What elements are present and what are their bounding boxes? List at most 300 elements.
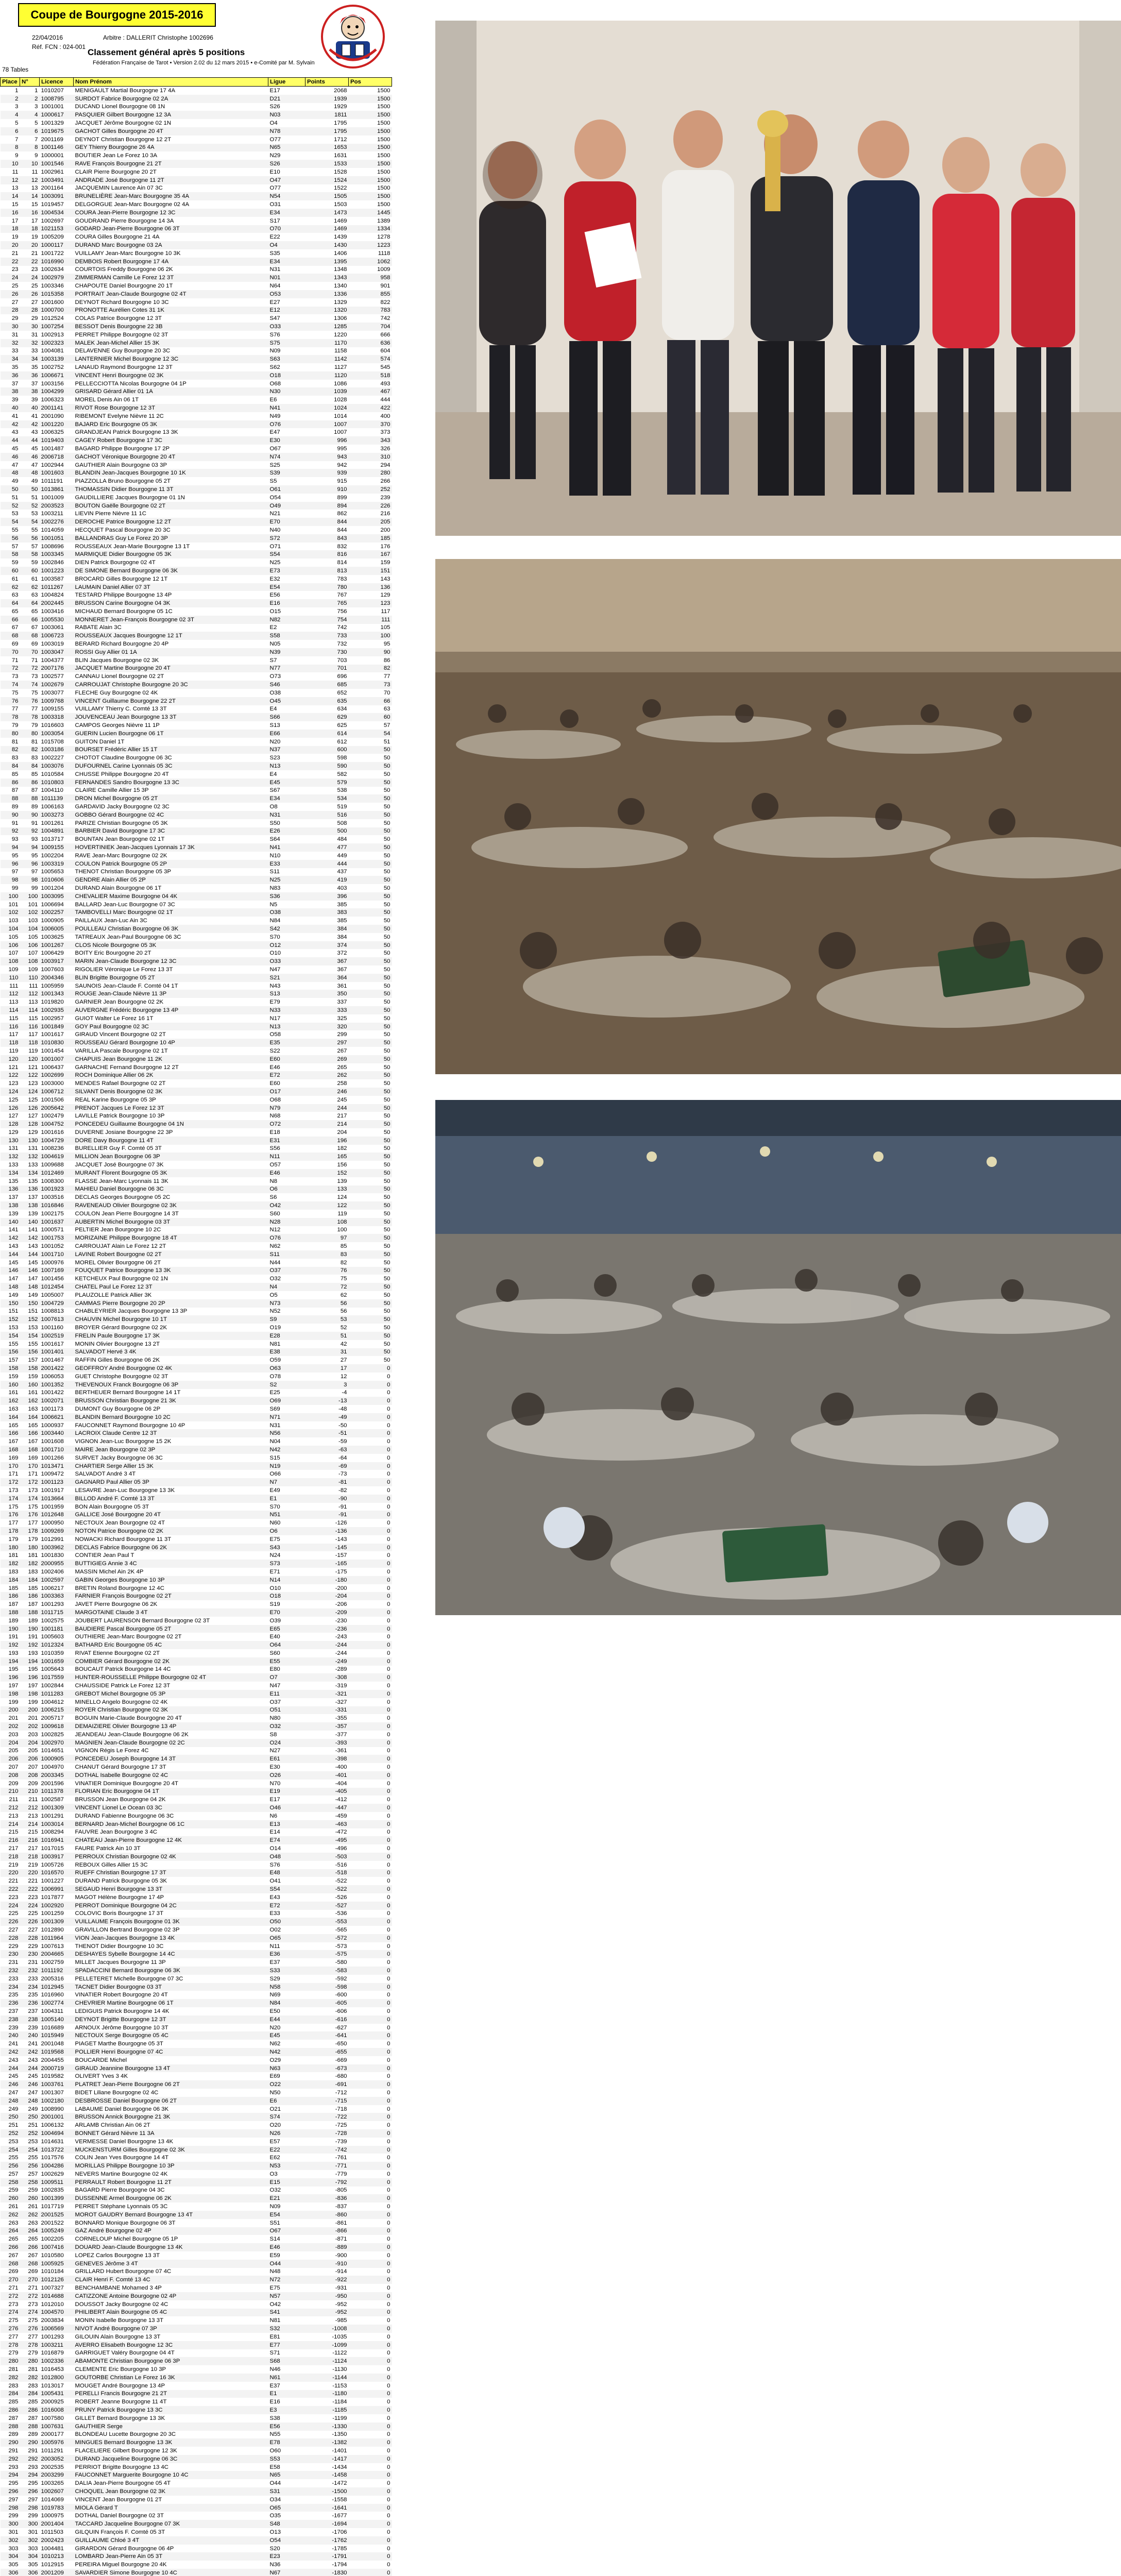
table-row xyxy=(1,2357,392,2365)
cell-pos: 0 xyxy=(349,1682,392,1690)
cell-league: O44 xyxy=(268,2260,305,2268)
cell-number: 252 xyxy=(20,2129,40,2138)
cell-number: 25 xyxy=(20,282,40,290)
cell-licence: 1000975 xyxy=(40,2512,74,2520)
cell-league: O31 xyxy=(268,200,305,209)
cell-pos: 167 xyxy=(349,550,392,558)
cell-name: BRUSSON Christian Bourgogne 21 3K xyxy=(74,1397,268,1405)
cell-place: 190 xyxy=(1,1625,20,1633)
cell-name: CLEMENTE Eric Bourgogne 10 3P xyxy=(74,2365,268,2374)
cell-league: E16 xyxy=(268,2398,305,2406)
cell-number: 187 xyxy=(20,1600,40,1608)
table-row xyxy=(1,1625,392,1633)
cell-league: O67 xyxy=(268,2227,305,2235)
cell-points: 62 xyxy=(305,1291,349,1299)
cell-name: LANTERNIER Michel Bourgogne 12 3C xyxy=(74,355,268,363)
cell-name: MONIN Isabelle Bourgogne 13 3T xyxy=(74,2316,268,2325)
cell-name: TACNET Didier Bourgogne 03 3T xyxy=(74,1983,268,1991)
cell-place: 297 xyxy=(1,2496,20,2504)
cell-name: CARROUJAT Alain Le Forez 12 2T xyxy=(74,1242,268,1250)
table-row xyxy=(1,705,392,714)
cell-pos: 0 xyxy=(349,1462,392,1470)
cell-pos: 855 xyxy=(349,290,392,298)
cell-number: 224 xyxy=(20,1902,40,1910)
cell-licence: 1001329 xyxy=(40,119,74,127)
cell-number: 111 xyxy=(20,982,40,990)
table-row xyxy=(1,2520,392,2528)
cell-league: N72 xyxy=(268,2276,305,2284)
cell-league: E58 xyxy=(268,2463,305,2471)
cell-place: 56 xyxy=(1,534,20,543)
cell-number: 138 xyxy=(20,1201,40,1210)
cell-name: DELAVENNE Guy Bourgogne 20 3C xyxy=(74,347,268,355)
table-row xyxy=(1,380,392,388)
cell-pos: 0 xyxy=(349,2569,392,2576)
cell-licence: 1003346 xyxy=(40,282,74,290)
cell-pos: 200 xyxy=(349,526,392,534)
cell-name: LACROIX Claude Centre 12 3T xyxy=(74,1429,268,1437)
cell-pos: 0 xyxy=(349,1470,392,1478)
cell-points: -145 xyxy=(305,1544,349,1552)
table-row xyxy=(1,485,392,494)
cell-name: COURA Gilles Bourgogne 21 4A xyxy=(74,233,268,241)
cell-licence: 1005653 xyxy=(40,868,74,876)
cell-licence: 1005643 xyxy=(40,1666,74,1674)
cell-licence: 1000617 xyxy=(40,111,74,119)
cell-league: N37 xyxy=(268,746,305,754)
cell-points: 733 xyxy=(305,632,349,640)
cell-licence: 1011715 xyxy=(40,1608,74,1617)
cell-name: ARNOUX Jérôme Bourgogne 10 3T xyxy=(74,2024,268,2032)
table-row xyxy=(1,1975,392,1983)
table-row xyxy=(1,1950,392,1958)
cell-points: -209 xyxy=(305,1608,349,1617)
table-row xyxy=(1,2496,392,2504)
cell-name: MILLET Jacques Bourgogne 11 3P xyxy=(74,1958,268,1967)
cell-number: 26 xyxy=(20,290,40,298)
cell-points: 82 xyxy=(305,1259,349,1267)
cell-pos: 0 xyxy=(349,2154,392,2162)
cell-place: 30 xyxy=(1,323,20,331)
cell-points: -1153 xyxy=(305,2382,349,2390)
cell-points: 629 xyxy=(305,713,349,721)
cell-place: 169 xyxy=(1,1454,20,1462)
table-row xyxy=(1,2015,392,2024)
cell-number: 61 xyxy=(20,575,40,583)
cell-pos: 0 xyxy=(349,2105,392,2113)
cell-name: SURVET Jacky Bourgogne 06 3C xyxy=(74,1454,268,1462)
cell-name: DUFOURNEL Carine Lyonnais 05 3C xyxy=(74,762,268,770)
cell-licence: 1002204 xyxy=(40,852,74,860)
cell-league: N04 xyxy=(268,1437,305,1446)
cell-points: -1184 xyxy=(305,2398,349,2406)
cell-pos: 0 xyxy=(349,2113,392,2121)
cell-number: 251 xyxy=(20,2121,40,2129)
cell-place: 130 xyxy=(1,1137,20,1145)
cell-name: CHATEAU Jean-Pierre Bourgogne 12 4K xyxy=(74,1836,268,1844)
edition-date: 22/04/2016 xyxy=(32,34,63,41)
cell-pos: 50 xyxy=(349,811,392,819)
cell-league: S33 xyxy=(268,1967,305,1975)
cell-place: 220 xyxy=(1,1869,20,1877)
cell-name: RUEFF Christian Bourgogne 17 3T xyxy=(74,1869,268,1877)
table-row xyxy=(1,1836,392,1844)
cell-licence: 1003319 xyxy=(40,860,74,868)
cell-name: CLAIRE Camille Allier 15 3P xyxy=(74,787,268,795)
table-row xyxy=(1,2333,392,2341)
cell-place: 222 xyxy=(1,1885,20,1893)
cell-name: GREBOT Michel Bourgogne 05 3P xyxy=(74,1690,268,1698)
cell-place: 287 xyxy=(1,2414,20,2422)
table-row xyxy=(1,2341,392,2349)
cell-number: 52 xyxy=(20,502,40,510)
cell-pos: 100 xyxy=(349,632,392,640)
cell-name: LEDIGUIS Patrick Bourgogne 14 4K xyxy=(74,2007,268,2015)
cell-points: -836 xyxy=(305,2194,349,2202)
cell-licence: 1003273 xyxy=(40,811,74,819)
cell-licence: 1017559 xyxy=(40,1673,74,1682)
table-row xyxy=(1,241,392,249)
cell-licence: 1019675 xyxy=(40,127,74,135)
cell-points: 17 xyxy=(305,1364,349,1372)
cell-name: GOY Paul Bourgogne 02 3C xyxy=(74,1023,268,1031)
cell-pos: 0 xyxy=(349,1576,392,1584)
cell-name: PONCEDEU Joseph Bourgogne 14 3T xyxy=(74,1755,268,1763)
cell-licence: 1003019 xyxy=(40,640,74,648)
cell-points: -931 xyxy=(305,2284,349,2292)
table-row xyxy=(1,1405,392,1413)
table-row xyxy=(1,184,392,193)
cell-licence: 1012524 xyxy=(40,314,74,323)
cell-place: 117 xyxy=(1,1030,20,1039)
cell-licence: 1001546 xyxy=(40,160,74,168)
cell-number: 165 xyxy=(20,1421,40,1430)
cell-league: O66 xyxy=(268,1470,305,1478)
table-row xyxy=(1,730,392,738)
cell-number: 184 xyxy=(20,1576,40,1584)
podium-photo xyxy=(435,21,1121,536)
cell-licence: 1019457 xyxy=(40,200,74,209)
cell-licence: 1004970 xyxy=(40,1763,74,1771)
cell-pos: 50 xyxy=(349,925,392,933)
table-row xyxy=(1,1918,392,1926)
cell-name: CAMMAS Pierre Bourgogne 20 2P xyxy=(74,1299,268,1308)
cell-league: E38 xyxy=(268,1348,305,1357)
cell-points: -243 xyxy=(305,1633,349,1641)
cell-number: 108 xyxy=(20,957,40,965)
cell-number: 104 xyxy=(20,925,40,933)
cell-league: N31 xyxy=(268,811,305,819)
cell-licence: 1005530 xyxy=(40,616,74,624)
tables-count: 78 Tables xyxy=(2,66,29,73)
table-row xyxy=(1,1372,392,1381)
cell-licence: 1010213 xyxy=(40,2552,74,2561)
cell-name: DECLAS Georges Bourgogne 05 2C xyxy=(74,1193,268,1201)
cell-place: 42 xyxy=(1,420,20,429)
table-row xyxy=(1,925,392,933)
cell-pos: 0 xyxy=(349,1698,392,1706)
cell-pos: 0 xyxy=(349,1633,392,1641)
cell-league: E43 xyxy=(268,1893,305,1902)
cell-league: S51 xyxy=(268,2219,305,2227)
cell-pos: 493 xyxy=(349,380,392,388)
cell-points: 862 xyxy=(305,510,349,518)
table-row xyxy=(1,1942,392,1951)
cell-licence: 1003416 xyxy=(40,607,74,616)
cell-licence: 1001401 xyxy=(40,1348,74,1357)
cell-licence: 1016008 xyxy=(40,2406,74,2414)
cell-points: -327 xyxy=(305,1698,349,1706)
cell-points: 1473 xyxy=(305,209,349,217)
cell-pos: 50 xyxy=(349,1275,392,1283)
cell-league: O58 xyxy=(268,1030,305,1039)
cell-pos: 901 xyxy=(349,282,392,290)
cell-league: N65 xyxy=(268,144,305,152)
cell-licence: 1001007 xyxy=(40,1055,74,1063)
cell-points: -398 xyxy=(305,1755,349,1763)
cell-place: 214 xyxy=(1,1820,20,1828)
table-row xyxy=(1,2276,392,2284)
cell-number: 83 xyxy=(20,754,40,762)
cell-pos: 0 xyxy=(349,2260,392,2268)
cell-licence: 1013861 xyxy=(40,485,74,494)
cell-pos: 0 xyxy=(349,2178,392,2187)
cell-number: 35 xyxy=(20,363,40,371)
cell-number: 169 xyxy=(20,1454,40,1462)
cell-licence: 1011503 xyxy=(40,2528,74,2536)
cell-pos: 0 xyxy=(349,2325,392,2333)
cell-name: BONNARD Monique Bourgogne 06 3T xyxy=(74,2219,268,2227)
table-row xyxy=(1,2552,392,2561)
cell-number: 239 xyxy=(20,2024,40,2032)
cell-name: COLOVIC Boris Bourgogne 17 3T xyxy=(74,1910,268,1918)
cell-place: 19 xyxy=(1,233,20,241)
table-row xyxy=(1,119,392,127)
cell-place: 156 xyxy=(1,1348,20,1357)
cell-points: 444 xyxy=(305,860,349,868)
table-row xyxy=(1,1364,392,1372)
cell-pos: 0 xyxy=(349,1405,392,1413)
table-row xyxy=(1,510,392,518)
cell-place: 234 xyxy=(1,1983,20,1991)
cell-licence: 1007169 xyxy=(40,1267,74,1275)
table-row xyxy=(1,1381,392,1389)
cell-points: 1528 xyxy=(305,168,349,176)
cell-league: S46 xyxy=(268,681,305,689)
cell-licence: 1003491 xyxy=(40,176,74,184)
cell-name: MICHAUD Bernard Bourgogne 05 1C xyxy=(74,607,268,616)
table-row xyxy=(1,2154,392,2162)
cell-pos: 0 xyxy=(349,1999,392,2007)
cell-place: 279 xyxy=(1,2349,20,2358)
cell-pos: 1500 xyxy=(349,160,392,168)
table-row xyxy=(1,640,392,648)
cell-league: O77 xyxy=(268,184,305,193)
cell-place: 277 xyxy=(1,2333,20,2341)
cell-number: 167 xyxy=(20,1437,40,1446)
cell-number: 86 xyxy=(20,778,40,787)
table-row xyxy=(1,1641,392,1649)
table-row xyxy=(1,721,392,730)
cell-pos: 50 xyxy=(349,843,392,852)
cell-licence: 2002535 xyxy=(40,2463,74,2471)
cell-place: 54 xyxy=(1,518,20,526)
cell-number: 255 xyxy=(20,2154,40,2162)
cell-league: S60 xyxy=(268,1649,305,1657)
cell-licence: 1002575 xyxy=(40,1617,74,1625)
cell-name: GILOUIN Alain Bourgogne 13 3T xyxy=(74,2333,268,2341)
cell-league: E26 xyxy=(268,827,305,836)
cell-place: 25 xyxy=(1,282,20,290)
cell-points: -69 xyxy=(305,1462,349,1470)
cell-place: 262 xyxy=(1,2211,20,2219)
cell-place: 213 xyxy=(1,1812,20,1820)
cell-place: 167 xyxy=(1,1437,20,1446)
cell-pos: 0 xyxy=(349,2211,392,2219)
cell-points: -761 xyxy=(305,2154,349,2162)
cell-place: 171 xyxy=(1,1470,20,1478)
cell-licence: 1002180 xyxy=(40,2097,74,2105)
cell-points: -1144 xyxy=(305,2374,349,2382)
cell-points: -592 xyxy=(305,1975,349,1983)
cell-points: 182 xyxy=(305,1145,349,1153)
cell-place: 266 xyxy=(1,2243,20,2251)
cell-place: 50 xyxy=(1,485,20,494)
cell-number: 75 xyxy=(20,689,40,697)
cell-name: DUSSENNE Armel Bourgogne 06 2K xyxy=(74,2194,268,2202)
cell-league: N82 xyxy=(268,616,305,624)
cell-number: 182 xyxy=(20,1560,40,1568)
cell-number: 60 xyxy=(20,567,40,575)
cell-place: 10 xyxy=(1,160,20,168)
cell-league: O10 xyxy=(268,949,305,957)
cell-licence: 1012945 xyxy=(40,1983,74,1991)
cell-points: -401 xyxy=(305,1771,349,1780)
cell-league: E54 xyxy=(268,2211,305,2219)
cell-number: 215 xyxy=(20,1828,40,1837)
cell-place: 98 xyxy=(1,876,20,884)
table-row xyxy=(1,746,392,754)
cell-licence: 1009155 xyxy=(40,705,74,714)
cell-pos: 1278 xyxy=(349,233,392,241)
cell-league: E11 xyxy=(268,1690,305,1698)
cell-league: E33 xyxy=(268,860,305,868)
cell-number: 164 xyxy=(20,1413,40,1421)
cell-place: 127 xyxy=(1,1112,20,1120)
cell-points: -503 xyxy=(305,1853,349,1861)
cell-licence: 1002276 xyxy=(40,518,74,526)
cell-place: 204 xyxy=(1,1739,20,1747)
cell-points: -175 xyxy=(305,1568,349,1576)
cell-number: 67 xyxy=(20,624,40,632)
table-row xyxy=(1,2260,392,2268)
cell-league: S62 xyxy=(268,363,305,371)
cell-points: 350 xyxy=(305,990,349,998)
cell-name: DELGORGUE Jean-Marc Bourgogne 02 4A xyxy=(74,200,268,209)
cell-licence: 1003962 xyxy=(40,1544,74,1552)
cell-league: E32 xyxy=(268,575,305,583)
cell-number: 300 xyxy=(20,2520,40,2528)
cell-place: 254 xyxy=(1,2146,20,2154)
table-row xyxy=(1,1690,392,1698)
cell-name: BLIN Jacques Bourgogne 02 3K xyxy=(74,656,268,665)
cell-points: 783 xyxy=(305,575,349,583)
cell-pos: 0 xyxy=(349,1625,392,1633)
table-row xyxy=(1,2146,392,2154)
cell-league: N63 xyxy=(268,2064,305,2073)
cell-place: 300 xyxy=(1,2520,20,2528)
cell-league: O22 xyxy=(268,2080,305,2089)
cell-points: -673 xyxy=(305,2064,349,2073)
cell-points: 516 xyxy=(305,811,349,819)
cell-place: 288 xyxy=(1,2422,20,2431)
cell-pos: 50 xyxy=(349,787,392,795)
cell-licence: 1013717 xyxy=(40,835,74,843)
cell-number: 2 xyxy=(20,95,40,103)
table-row xyxy=(1,1283,392,1291)
cell-name: LOMBARD Jean-Pierre Ain 05 3T xyxy=(74,2552,268,2561)
cell-points: 124 xyxy=(305,1193,349,1201)
cell-place: 106 xyxy=(1,941,20,950)
cell-number: 174 xyxy=(20,1495,40,1503)
cell-name: AUVERGNE Frédéric Bourgogne 13 4P xyxy=(74,1006,268,1014)
cell-place: 118 xyxy=(1,1039,20,1047)
cell-league: N03 xyxy=(268,111,305,119)
cell-points: 1285 xyxy=(305,323,349,331)
cell-pos: 50 xyxy=(349,860,392,868)
cell-place: 301 xyxy=(1,2528,20,2536)
cell-number: 289 xyxy=(20,2431,40,2439)
cell-place: 158 xyxy=(1,1364,20,1372)
cell-name: CHOQUEL Jean Bourgogne 02 3K xyxy=(74,2487,268,2496)
cell-league: S26 xyxy=(268,160,305,168)
cell-name: GAUTHIER Serge xyxy=(74,2422,268,2431)
cell-place: 199 xyxy=(1,1698,20,1706)
cell-number: 58 xyxy=(20,550,40,558)
cell-name: GAZ André Bourgogne 02 4P xyxy=(74,2227,268,2235)
cell-pos: 0 xyxy=(349,1649,392,1657)
table-row xyxy=(1,1112,392,1120)
cell-name: HUNTER-ROUSSELLE Philippe Bourgogne 02 4T xyxy=(74,1673,268,1682)
cell-pos: 0 xyxy=(349,2333,392,2341)
table-row xyxy=(1,95,392,103)
cell-licence: 1007613 xyxy=(40,1942,74,1951)
table-row xyxy=(1,689,392,697)
cell-pos: 400 xyxy=(349,412,392,420)
cell-licence: 1011291 xyxy=(40,2447,74,2455)
cell-pos: 0 xyxy=(349,1991,392,1999)
cell-name: COURA Jean-Pierre Bourgogne 12 3C xyxy=(74,209,268,217)
cell-licence: 1004299 xyxy=(40,387,74,396)
table-row xyxy=(1,217,392,225)
cell-name: DEYNOT Brigitte Bourgogne 12 3T xyxy=(74,2015,268,2024)
cell-licence: 1003211 xyxy=(40,2341,74,2349)
table-row xyxy=(1,1780,392,1788)
table-row xyxy=(1,2048,392,2056)
ranking-table xyxy=(0,77,392,2576)
cell-name: DE SIMONE Bernard Bourgogne 06 3K xyxy=(74,567,268,575)
cell-number: 80 xyxy=(20,730,40,738)
cell-name: FAUVRE Jean Bourgogne 3 4C xyxy=(74,1828,268,1837)
cell-name: PORTRAIT Jean-Claude Bourgogne 02 4T xyxy=(74,290,268,298)
cell-number: 118 xyxy=(20,1039,40,1047)
cell-number: 212 xyxy=(20,1804,40,1812)
cell-number: 30 xyxy=(20,323,40,331)
cell-points: -82 xyxy=(305,1486,349,1495)
cell-name: COULON Patrick Bourgogne 05 2P xyxy=(74,860,268,868)
cell-name: OLIVERT Yves 3 4K xyxy=(74,2072,268,2080)
cell-place: 173 xyxy=(1,1486,20,1495)
